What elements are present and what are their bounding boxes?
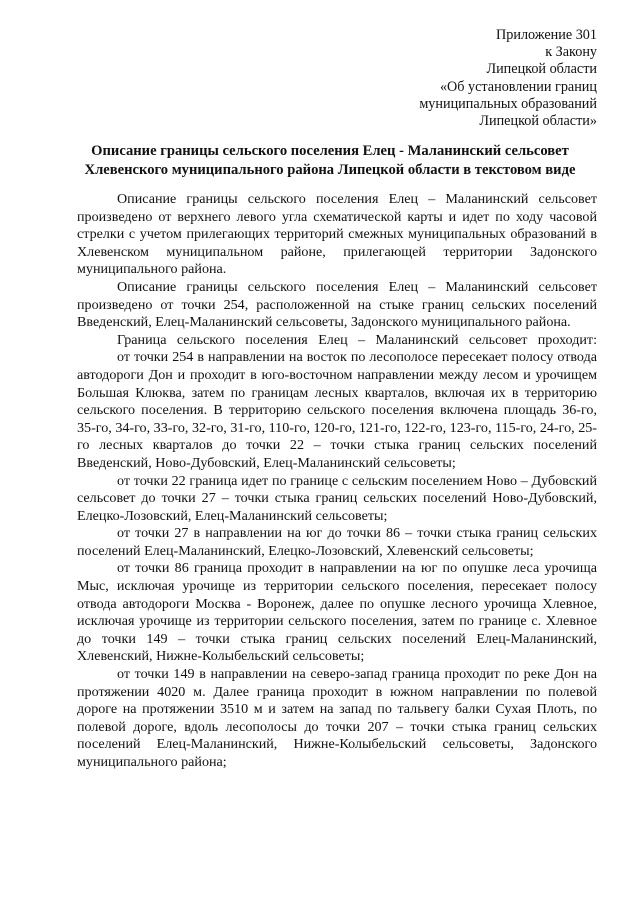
- paragraph: Граница сельского поселения Елец – Маланинский сельсовет проходит:: [117, 331, 597, 348]
- paragraph: Описание границы сельского поселения Елец – Маланинский сельсовет произведено от точки 254, расположенной на стыке границ сельских поселений Введенский, Елец-Маланинский сельсоветы, Задонского муниципального района.: [77, 278, 597, 331]
- title-line-1: Описание границы сельского поселения Елец - Маланинский сельсовет: [91, 143, 569, 159]
- document-title: [60, 142, 600, 180]
- document-body: [77, 191, 597, 772]
- appendix-line: «Об установлении границ: [439, 78, 597, 95]
- paragraph: от точки 149 в направлении на северо-запад граница проходит по реке Дон на протяжении 4020 м. Далее граница проходит в южном направлении по полевой дороге на протяжении 3510 м и затем на запад по тальвегу балки Сухая Плоть, по полевой дороге, вдоль лесополосы до точки 207 – точки стыка границ сельских поселений Елец-Маланинский, Нижне-Колыбельский сельсоветы, Задонского муниципального района;: [77, 666, 597, 770]
- appendix-header: [419, 27, 597, 130]
- paragraph: от точки 254 в направлении на восток по лесополосе пересекает полосу отвода автодороги Дон и проходит в юго-восточном направлении между лесом и урочищем Большая Клюква, затем по границам лесных кварталов, включая их в территорию сельского поселения. В территорию сельского поселения включена площадь 36-го, 35-го, 34-го, 33-го, 32-го, 31-го, 110-го, 120-го, 121-го, 122-го, 123-го, 115-го, 24-го, 25-го лесных кварталов до точки 22 – точки стыка границ сельских поселений Введенский, Ново-Дубовский, Елец-Маланинский сельсоветы;: [77, 349, 597, 471]
- appendix-line: к Закону: [545, 44, 597, 61]
- appendix-line: Липецкой области: [486, 61, 597, 78]
- paragraph: от точки 27 в направлении на юг до точки 86 – точки стыка границ сельских поселений Елец-Маланинский, Елецко-Лозовский, Хлевенский сельсоветы;: [77, 525, 597, 559]
- paragraph: от точки 22 граница идет по границе с сельским поселением Ново – Дубовский сельсовет до точки 27 – точки стыка границ сельских поселений Ново-Дубовский, Елецко-Лозовский, Елец-Маланинский сельсоветы;: [77, 472, 597, 524]
- appendix-line: Приложение 301: [496, 27, 597, 43]
- paragraph: Описание границы сельского поселения Елец – Маланинский сельсовет произведено от верхнего левого угла схематической карты и идет по ходу часовой стрелки с учетом прилегающих территорий смежных муниципальных образований в Хлевенском муниципальном районе, прилегающей территории Задонского муниципального района.: [77, 191, 597, 278]
- title-line-2: Хлевенского муниципального района Липецкой области в текстовом виде: [84, 162, 576, 178]
- appendix-line: Липецкой области»: [479, 113, 597, 130]
- paragraph: от точки 86 граница проходит в направлении на юг по опушке леса урочища Мыс, исключая урочище из территории сельского поселения, пересекает полосу отвода автодороги Москва - Воронеж, далее по опушке лесного урочища Хлевное, исключая урочище из территории сельского поселения, затем по границе с. Хлевное до точки 149 – точки стыка границ сельских поселений Елец-Маланинский, Хлевенский, Нижне-Колыбельский сельсоветы;: [77, 560, 597, 665]
- appendix-line: муниципальных образований: [419, 95, 597, 112]
